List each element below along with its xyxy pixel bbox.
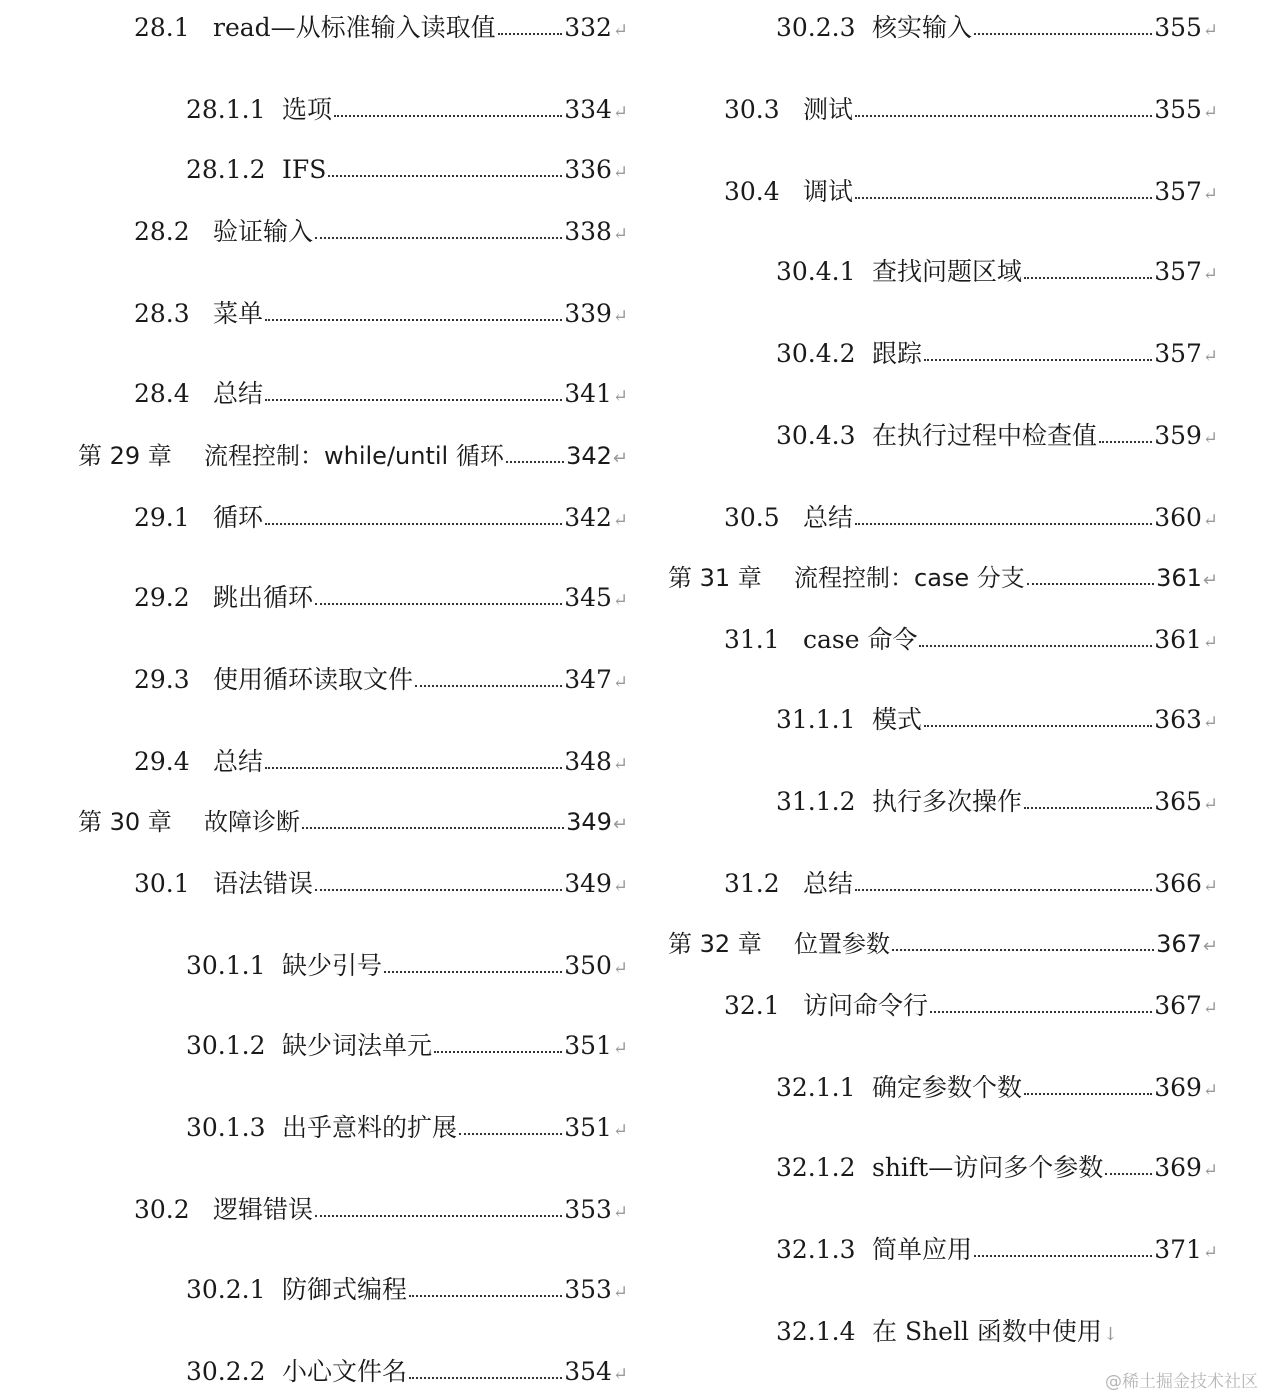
toc-entry[interactable] [776, 421, 1218, 454]
toc-title: 跳出循环 [213, 583, 314, 612]
paragraph-mark: ↵ [1202, 794, 1218, 815]
dot-leader [855, 115, 1152, 117]
toc-page-number: 347 [564, 665, 612, 694]
toc-page-number: 355 [1154, 95, 1202, 124]
toc-section-number: 32.1.2 [776, 1153, 856, 1182]
toc-page-number: 369 [1154, 1073, 1202, 1102]
paragraph-mark: ↵ [612, 162, 628, 183]
toc-entry[interactable] [186, 951, 628, 984]
toc-entry[interactable] [186, 1113, 628, 1146]
paragraph-mark: ↵ [612, 102, 628, 123]
toc-section-number: 30.1.3 [186, 1113, 266, 1142]
toc-section-number: 第 29 章 [78, 442, 172, 470]
toc-title: 出乎意料的扩展 [282, 1113, 458, 1142]
toc-entry[interactable] [134, 217, 628, 250]
toc-section-number: 32.1.1 [776, 1073, 856, 1102]
toc-entry[interactable] [776, 787, 1218, 820]
toc-section-number: 28.1 [134, 13, 190, 42]
dot-leader [315, 889, 562, 891]
dot-leader [409, 1295, 562, 1297]
toc-entry[interactable] [134, 665, 628, 698]
paragraph-mark: ↵ [1202, 998, 1218, 1019]
toc-page-number: 342 [566, 442, 612, 470]
toc-section-number: 30.1 [134, 869, 190, 898]
paragraph-mark: ↵ [612, 1120, 628, 1141]
toc-page-number: 351 [564, 1113, 612, 1142]
toc-title: 流程控制：while/until 循环 [204, 442, 504, 470]
toc-title: 选项 [282, 95, 333, 124]
toc-entry[interactable] [776, 13, 1218, 46]
paragraph-mark: ↵ [1202, 428, 1218, 449]
toc-page-number: 348 [564, 747, 612, 776]
dot-leader [334, 115, 562, 117]
toc-page-number: 366 [1154, 869, 1202, 898]
toc-entry[interactable] [134, 869, 628, 902]
toc-section-number: 31.1 [724, 625, 780, 654]
toc-entry[interactable] [186, 1357, 628, 1390]
toc-section-number: 第 30 章 [78, 808, 172, 836]
toc-page-number: 367 [1156, 930, 1202, 958]
toc-entry[interactable] [668, 563, 1218, 596]
dot-leader [498, 33, 563, 35]
paragraph-mark: ↵ [612, 672, 628, 693]
dot-leader [265, 319, 562, 321]
toc-title: 菜单 [213, 299, 264, 328]
paragraph-mark: ↵ [1202, 264, 1218, 285]
toc-section-number: 30.4.2 [776, 339, 856, 368]
paragraph-mark: ↵ [1202, 876, 1218, 897]
toc-section-number: 32.1 [724, 991, 780, 1020]
dot-leader [1105, 1173, 1152, 1175]
toc-title: 验证输入 [213, 217, 314, 246]
toc-section-number: 30.4.1 [776, 257, 856, 286]
toc-title: 总结 [213, 379, 264, 408]
toc-section-number: 31.2 [724, 869, 780, 898]
paragraph-mark: ↵ [612, 306, 628, 327]
dot-leader [974, 33, 1152, 35]
paragraph-mark: ↵ [1202, 510, 1218, 531]
toc-section-number: 29.2 [134, 583, 190, 612]
toc-entry[interactable] [724, 625, 1218, 658]
watermark: @稀土掘金技术社区 [1105, 1372, 1258, 1392]
toc-entry[interactable] [78, 441, 628, 474]
paragraph-mark: ↵ [1202, 712, 1218, 733]
toc-page-number: 336 [564, 155, 612, 184]
dot-leader [855, 889, 1152, 891]
toc-page-number: 341 [564, 379, 612, 408]
toc-entry[interactable] [724, 503, 1218, 536]
toc-title: 故障诊断 [204, 808, 300, 836]
toc-entry[interactable] [186, 1031, 628, 1064]
toc-entry[interactable] [776, 705, 1218, 738]
toc-section-number: 30.2.2 [186, 1357, 266, 1386]
paragraph-mark: ↵ [1202, 1242, 1218, 1263]
toc-page-number: 371 [1154, 1235, 1202, 1264]
toc-page-number: 361 [1156, 564, 1202, 592]
toc-entry[interactable] [134, 1195, 628, 1228]
toc-title: 执行多次操作 [872, 787, 1023, 816]
dot-leader [930, 1011, 1152, 1013]
toc-title: 在 Shell 函数中使用 [872, 1317, 1102, 1346]
paragraph-mark: ↵ [612, 448, 628, 469]
dot-leader [459, 1133, 562, 1135]
dot-leader [855, 523, 1152, 525]
toc-page-number: 361 [1154, 625, 1202, 654]
toc-section-number: 31.1.1 [776, 705, 856, 734]
toc-section-number: 29.4 [134, 747, 190, 776]
toc-entry[interactable] [724, 869, 1218, 902]
toc-page-number: 367 [1154, 991, 1202, 1020]
toc-section-number: 28.1.1 [186, 95, 266, 124]
dot-leader [415, 685, 562, 687]
dot-leader [265, 767, 562, 769]
toc-section-number: 30.5 [724, 503, 780, 532]
paragraph-mark: ↵ [1202, 184, 1218, 205]
toc-entry[interactable] [78, 807, 628, 840]
toc-section-number: 30.4 [724, 177, 780, 206]
paragraph-mark: ↵ [1202, 1080, 1218, 1101]
paragraph-mark: ↵ [1202, 936, 1218, 957]
toc-page-number: 355 [1154, 13, 1202, 42]
toc-entry[interactable] [776, 1073, 1218, 1106]
dot-leader [924, 725, 1152, 727]
toc-title: 模式 [872, 705, 923, 734]
toc-title: 跟踪 [872, 339, 923, 368]
toc-title: 缺少引号 [282, 951, 383, 980]
toc-title: 循环 [213, 503, 264, 532]
dot-leader [265, 523, 562, 525]
toc-section-number: 29.1 [134, 503, 190, 532]
dot-leader [302, 827, 564, 829]
toc-page-number: 332 [564, 13, 612, 42]
toc-section-number: 28.1.2 [186, 155, 266, 184]
toc-section-number: 28.4 [134, 379, 190, 408]
toc-title: 简单应用 [872, 1235, 973, 1264]
toc-entry[interactable] [134, 747, 628, 780]
paragraph-mark: ↵ [1202, 570, 1218, 591]
toc-title: 小心文件名 [282, 1357, 408, 1386]
paragraph-mark: ↵ [612, 754, 628, 775]
toc-title: 位置参数 [794, 930, 890, 958]
paragraph-mark: ↵ [612, 20, 628, 41]
toc-entry[interactable] [134, 299, 628, 332]
toc-section-number: 28.2 [134, 217, 190, 246]
toc-title: 总结 [803, 503, 854, 532]
toc-page-number: 345 [564, 583, 612, 612]
toc-section-number: 30.2.1 [186, 1275, 266, 1304]
toc-title: shift—访问多个参数 [872, 1153, 1104, 1182]
dot-leader [506, 461, 564, 463]
toc-entry[interactable] [186, 1275, 628, 1308]
paragraph-mark: ↵ [612, 1364, 628, 1385]
paragraph-mark: ↵ [612, 386, 628, 407]
toc-section-number: 28.3 [134, 299, 190, 328]
toc-section-number: 32.1.3 [776, 1235, 856, 1264]
toc-entry[interactable] [776, 1317, 1118, 1350]
toc-page-number: 353 [564, 1275, 612, 1304]
dot-leader [315, 237, 562, 239]
toc-title: 在执行过程中检查值 [872, 421, 1098, 450]
toc-entry[interactable] [776, 1235, 1218, 1268]
line-break-mark: ↓ [1102, 1324, 1119, 1345]
toc-page-number: 357 [1154, 177, 1202, 206]
toc-title: 核实输入 [872, 13, 973, 42]
toc-title: 确定参数个数 [872, 1073, 1023, 1102]
toc-title: 使用循环读取文件 [213, 665, 414, 694]
toc-page-number: 349 [564, 869, 612, 898]
paragraph-mark: ↵ [1202, 1160, 1218, 1181]
toc-entry[interactable] [186, 155, 628, 188]
toc-section-number: 30.1.1 [186, 951, 266, 980]
dot-leader [315, 603, 562, 605]
toc-title: 总结 [803, 869, 854, 898]
dot-leader [974, 1255, 1152, 1257]
toc-page-number: 339 [564, 299, 612, 328]
paragraph-mark: ↵ [1202, 346, 1218, 367]
toc-title: 测试 [803, 95, 854, 124]
dot-leader [384, 971, 562, 973]
paragraph-mark: ↵ [612, 224, 628, 245]
toc-section-number: 31.1.2 [776, 787, 856, 816]
toc-section-number: 32.1.4 [776, 1317, 856, 1346]
dot-leader [1024, 277, 1152, 279]
toc-title: read—从标准输入读取值 [213, 13, 496, 42]
paragraph-mark: ↵ [612, 1202, 628, 1223]
toc-title: 逻辑错误 [213, 1195, 314, 1224]
paragraph-mark: ↵ [612, 1282, 628, 1303]
dot-leader [1024, 1093, 1152, 1095]
toc-entry[interactable] [776, 257, 1218, 290]
toc-title: 访问命令行 [803, 991, 929, 1020]
toc-page-number: 342 [564, 503, 612, 532]
toc-entry[interactable] [134, 379, 628, 412]
toc-entry[interactable] [186, 95, 628, 128]
toc-section-number: 30.4.3 [776, 421, 856, 450]
dot-leader [328, 175, 562, 177]
paragraph-mark: ↵ [1202, 102, 1218, 123]
toc-page-number: 349 [566, 808, 612, 836]
toc-page-number: 338 [564, 217, 612, 246]
dot-leader [892, 949, 1154, 951]
dot-leader [919, 645, 1152, 647]
toc-title: 调试 [803, 177, 854, 206]
paragraph-mark: ↵ [1202, 20, 1218, 41]
toc-section-number: 29.3 [134, 665, 190, 694]
toc-page-number: 334 [564, 95, 612, 124]
toc-title: IFS [282, 155, 327, 184]
toc-entry[interactable] [776, 1153, 1218, 1186]
toc-section-number: 30.2.3 [776, 13, 856, 42]
toc-page-number: 357 [1154, 339, 1202, 368]
toc-page-number: 350 [564, 951, 612, 980]
toc-title: 防御式编程 [282, 1275, 408, 1304]
toc-entry[interactable] [724, 177, 1218, 210]
toc-title: 流程控制：case 分支 [794, 564, 1025, 592]
toc-title: 查找问题区域 [872, 257, 1023, 286]
toc-section-number: 第 31 章 [668, 564, 762, 592]
toc-title: case 命令 [803, 625, 918, 654]
toc-entry[interactable] [724, 95, 1218, 128]
dot-leader [434, 1051, 562, 1053]
dot-leader [265, 399, 562, 401]
dot-leader [1027, 583, 1154, 585]
dot-leader [855, 197, 1152, 199]
dot-leader [315, 1215, 562, 1217]
toc-page-number: 365 [1154, 787, 1202, 816]
toc-entry[interactable] [134, 13, 628, 46]
toc-entry[interactable] [134, 503, 628, 536]
paragraph-mark: ↵ [612, 590, 628, 611]
toc-section-number: 30.2 [134, 1195, 190, 1224]
toc-page-number: 363 [1154, 705, 1202, 734]
dot-leader [409, 1377, 562, 1379]
toc-page-number: 354 [564, 1357, 612, 1386]
toc-page-number: 369 [1154, 1153, 1202, 1182]
paragraph-mark: ↵ [612, 814, 628, 835]
dot-leader [1099, 441, 1152, 443]
toc-page-number: 351 [564, 1031, 612, 1060]
toc-page-number: 360 [1154, 503, 1202, 532]
toc-entry[interactable] [776, 339, 1218, 372]
dot-leader [924, 359, 1152, 361]
toc-page-number: 353 [564, 1195, 612, 1224]
paragraph-mark: ↵ [612, 510, 628, 531]
toc-section-number: 第 32 章 [668, 930, 762, 958]
toc-section-number: 30.1.2 [186, 1031, 266, 1060]
paragraph-mark: ↵ [612, 876, 628, 897]
toc-entry[interactable] [668, 929, 1218, 962]
toc-page-number: 357 [1154, 257, 1202, 286]
toc-title: 总结 [213, 747, 264, 776]
toc-entry[interactable] [134, 583, 628, 616]
toc-title: 语法错误 [213, 869, 314, 898]
paragraph-mark: ↵ [612, 1038, 628, 1059]
toc-title: 缺少词法单元 [282, 1031, 433, 1060]
toc-page-number: 359 [1154, 421, 1202, 450]
paragraph-mark: ↵ [1202, 632, 1218, 653]
paragraph-mark: ↵ [612, 958, 628, 979]
toc-section-number: 30.3 [724, 95, 780, 124]
dot-leader [1024, 807, 1152, 809]
toc-entry[interactable] [724, 991, 1218, 1024]
